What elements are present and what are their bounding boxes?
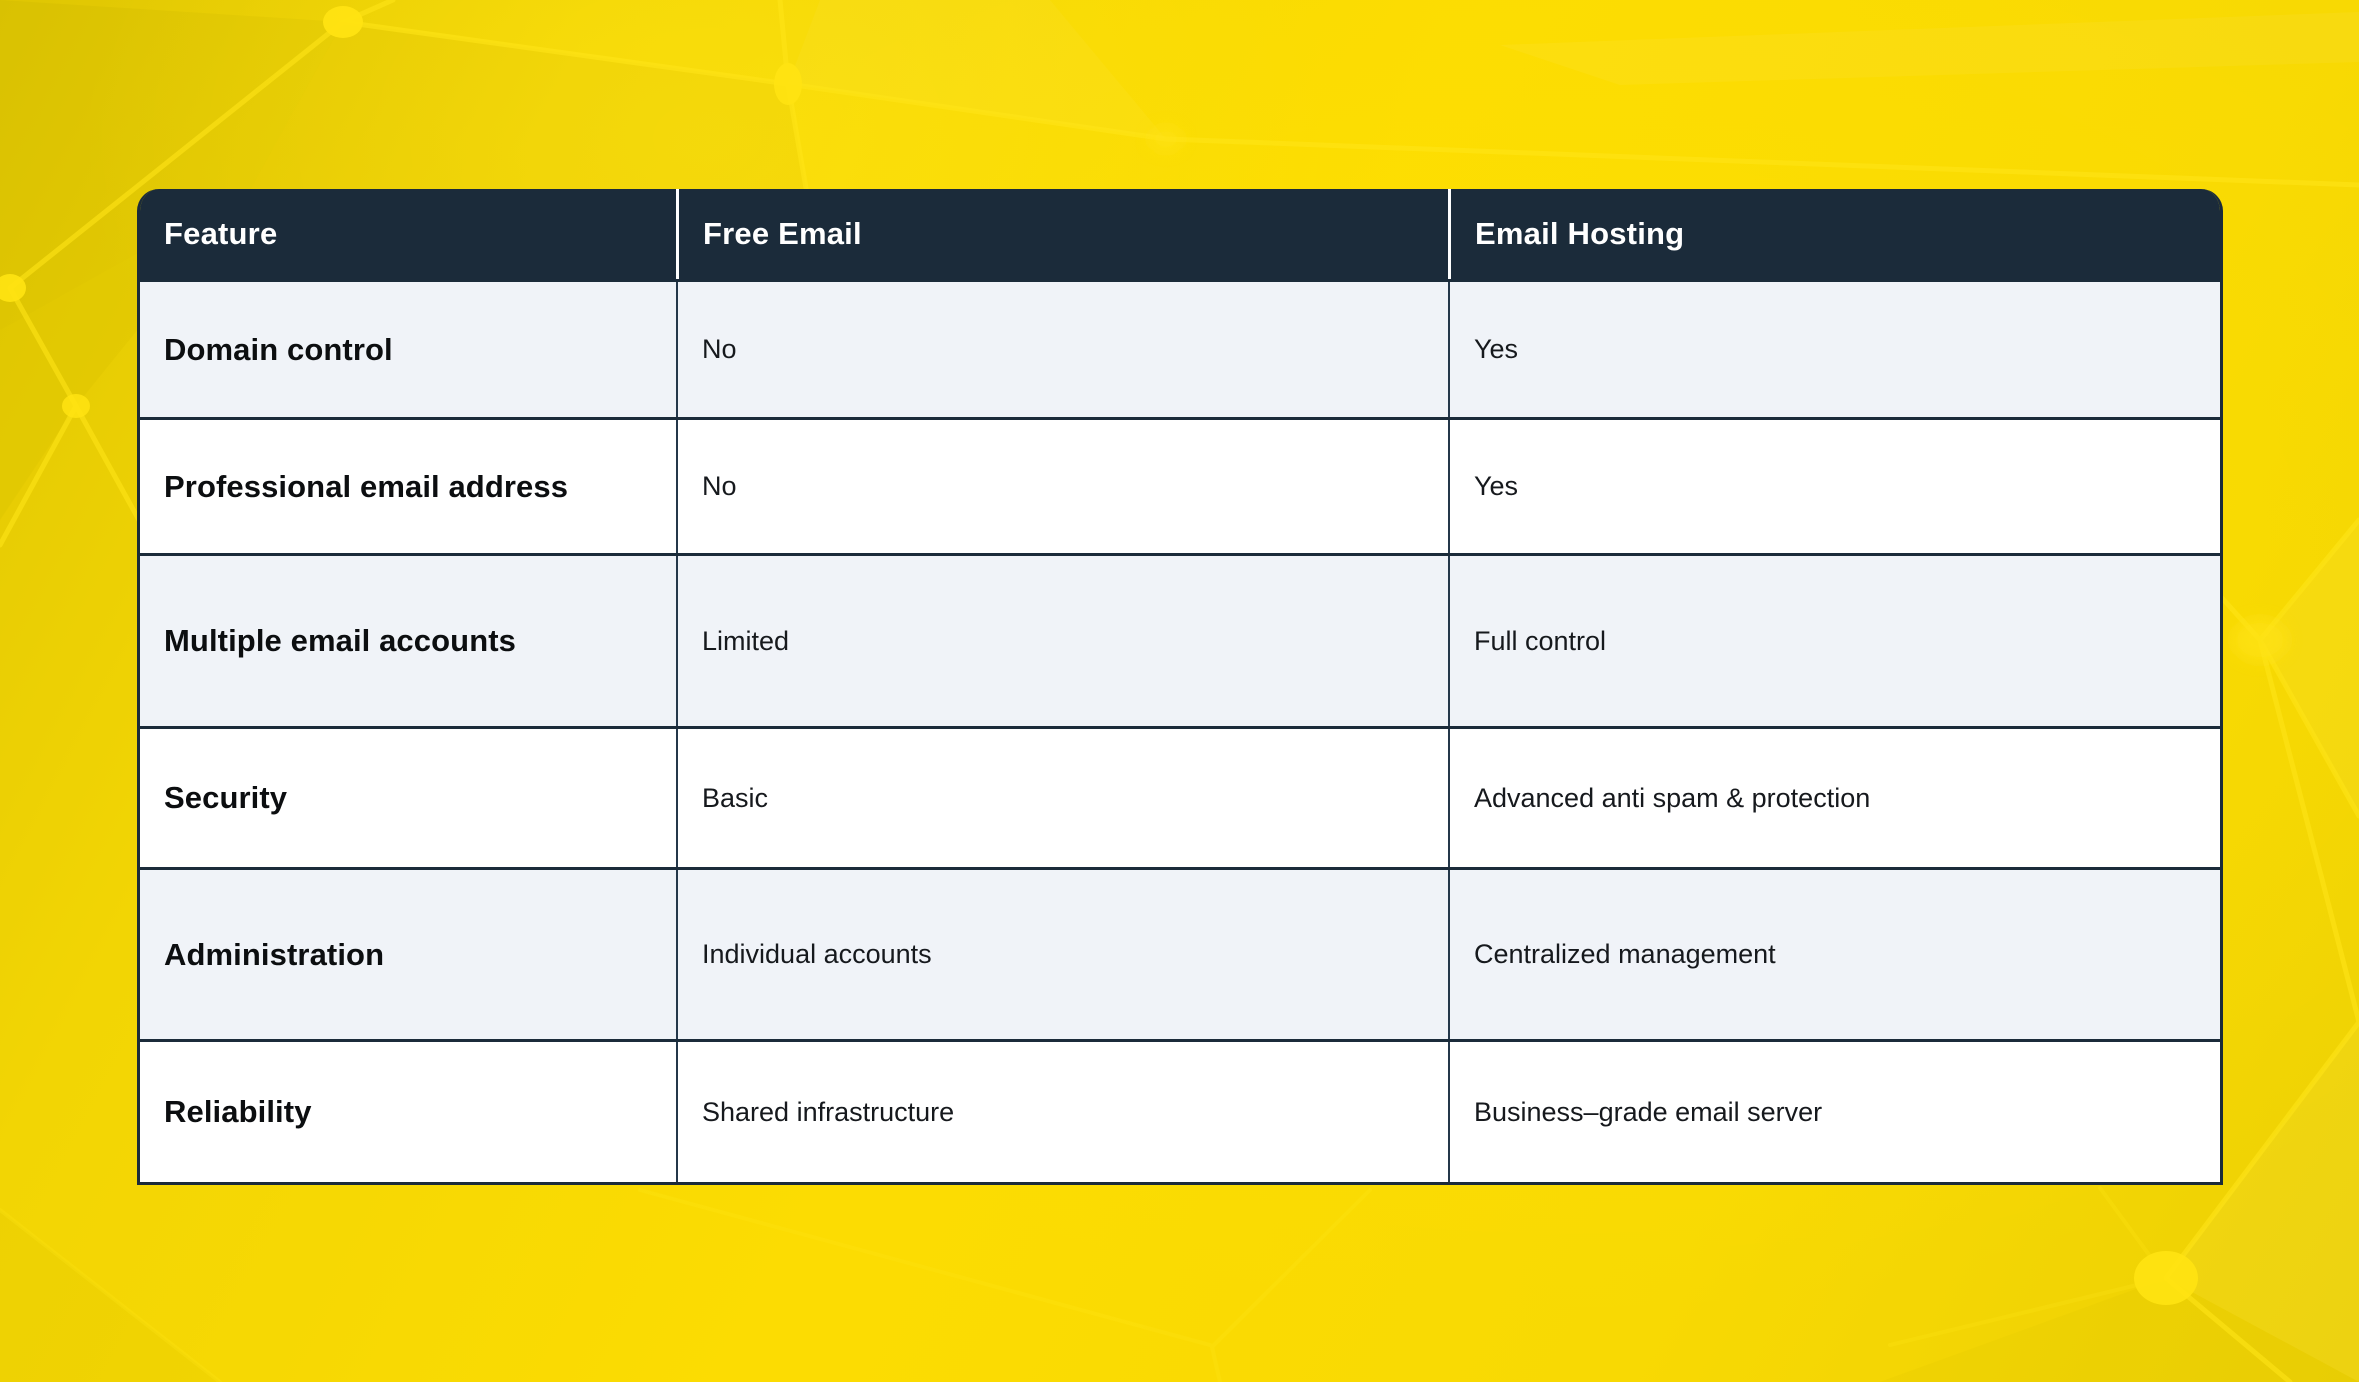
feature-name-cell: Domain control [164,331,393,367]
column-header-free-email: Free Email [676,189,1448,279]
feature-name-cell: Multiple email accounts [164,623,516,658]
free-email-value-cell: Shared infrastructure [676,1042,1448,1182]
table-row-administration [140,867,2220,1039]
table-row-security [140,726,2220,867]
feature-name-cell: Administration [164,936,385,972]
plexus-lines-faint [0,1188,2166,1382]
email-hosting-value-cell: Yes [1448,420,2220,553]
column-header-feature: Feature [164,216,278,251]
feature-name-cell: Professional email address [164,468,569,504]
email-hosting-value-cell: Centralized management [1448,870,2220,1039]
column-header-email-hosting: Email Hosting [1448,189,2220,279]
free-email-value-cell: Limited [676,556,1448,726]
free-email-value-cell: No [676,420,1448,553]
free-email-value-cell: No [676,282,1448,417]
email-hosting-value-cell: Advanced anti spam & protection [1448,729,2220,867]
free-email-value-cell: Basic [676,729,1448,867]
table-row-professional-email-address [140,417,2220,553]
table-row-domain-control [140,279,2220,417]
table-row-multiple-email-accounts [140,553,2220,726]
feature-name-cell: Security [164,780,288,815]
free-email-value-cell: Individual accounts [676,870,1448,1039]
table-header-row [140,189,2220,279]
feature-name-cell: Reliability [164,1094,312,1129]
table-row-reliability [140,1039,2220,1182]
email-hosting-value-cell: Full control [1448,556,2220,726]
email-hosting-value-cell: Yes [1448,282,2220,417]
comparison-table [137,189,2223,1185]
email-hosting-value-cell: Business–grade email server [1448,1042,2220,1182]
